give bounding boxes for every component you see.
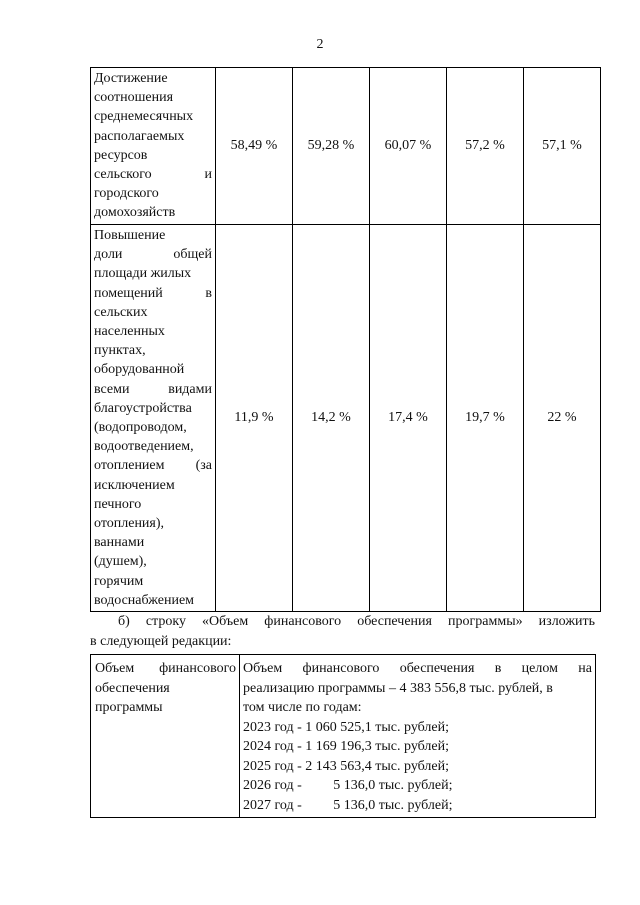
description-line: оборудованной xyxy=(94,362,185,378)
description-line: горячим xyxy=(94,573,144,589)
funding-year-line: 2025 год - 2 143 563,4 тыс. рублей; xyxy=(243,758,450,774)
description-line: водоснабжением xyxy=(94,592,195,608)
description-line: городского xyxy=(94,186,159,202)
body-word: на xyxy=(578,661,592,676)
funding-label-line xyxy=(95,659,236,679)
description-line: сельских xyxy=(94,304,148,320)
description-line: водоотведением, xyxy=(94,439,194,455)
description-line xyxy=(94,165,212,184)
description-line xyxy=(94,380,212,399)
funding-body-cell xyxy=(240,655,596,818)
description-line: площади жилых xyxy=(94,266,192,282)
funding-year-line: 2024 год - 1 169 196,3 тыс. рублей; xyxy=(243,739,450,754)
indicator-value: 59,28 % xyxy=(293,68,370,225)
body-word: в xyxy=(494,661,502,676)
funding-year-line: 2026 год - 5 136,0 тыс. рублей; xyxy=(243,778,453,793)
description-word: и xyxy=(204,167,212,183)
description-line: (душем), xyxy=(94,554,147,570)
funding-label-cell xyxy=(91,655,240,818)
amendment-paragraph xyxy=(90,612,595,651)
description-line: печного xyxy=(94,496,142,512)
description-line: соотношения xyxy=(94,90,174,106)
funding-year-line: 2027 год - 5 136,0 тыс. рублей; xyxy=(243,797,453,813)
funding-table xyxy=(90,654,596,818)
description-word: доли xyxy=(94,247,123,263)
table-row xyxy=(91,225,601,612)
indicator-value: 57,1 % xyxy=(524,68,601,225)
funding-body-line: том числе по годам: xyxy=(243,700,362,715)
description-line: отопления), xyxy=(94,516,165,532)
body-word: Объем xyxy=(243,661,283,676)
paragraph-line: в следующей редакции: xyxy=(90,633,232,649)
description-word: общей xyxy=(173,247,212,263)
funding-label-line: обеспечения xyxy=(95,680,170,696)
description-line: ресурсов xyxy=(94,147,148,163)
label-word: финансового xyxy=(159,661,236,676)
description-line xyxy=(94,284,212,303)
description-line: домохозяйств xyxy=(94,205,176,221)
indicator-value: 58,49 % xyxy=(216,68,293,225)
body-word: финансового xyxy=(302,661,380,676)
indicator-description xyxy=(91,225,216,612)
description-word: помещений xyxy=(94,285,163,301)
description-word: отоплением xyxy=(94,458,165,474)
description-word: в xyxy=(205,285,212,301)
description-line: Повышение xyxy=(94,228,166,243)
description-line: населенных xyxy=(94,324,165,340)
description-line xyxy=(94,245,212,264)
funding-year-line: 2023 год - 1 060 525,1 тыс. рублей; xyxy=(243,719,450,735)
description-word: (за xyxy=(195,458,212,474)
indicator-value: 19,7 % xyxy=(447,225,524,612)
description-line: (водопроводом, xyxy=(94,420,187,436)
funding-body-line: реализацию программы – 4 383 556,8 тыс. рублей, в xyxy=(243,680,553,696)
indicator-value: 57,2 % xyxy=(447,68,524,225)
indicator-value: 11,9 % xyxy=(216,225,293,612)
description-line xyxy=(94,456,212,475)
funding-body-line xyxy=(243,659,592,679)
paragraph-line: б) строку «Объем финансового обеспечения программы» изложить xyxy=(118,614,595,629)
indicator-value: 17,4 % xyxy=(370,225,447,612)
indicator-value: 60,07 % xyxy=(370,68,447,225)
description-line: исключением xyxy=(94,477,175,493)
body-word: обеспечения xyxy=(399,661,475,676)
description-word: видами xyxy=(168,381,212,397)
indicator-description xyxy=(91,68,216,225)
description-line: среднемесячных xyxy=(94,109,194,125)
description-line: Достижение xyxy=(94,71,168,86)
funding-label-line: программы xyxy=(95,700,163,715)
label-word: Объем xyxy=(95,661,135,676)
description-line: благоустройства xyxy=(94,400,192,416)
table-row xyxy=(91,68,601,225)
indicator-value: 22 % xyxy=(524,225,601,612)
description-line: располагаемых xyxy=(94,128,185,144)
indicator-value: 14,2 % xyxy=(293,225,370,612)
description-word: всеми xyxy=(94,381,130,397)
body-word: целом xyxy=(521,661,558,676)
description-line: ваннами xyxy=(94,535,145,551)
description-word: сельского xyxy=(94,167,152,183)
page-number: 2 xyxy=(316,37,324,52)
description-line: пунктах, xyxy=(94,343,146,359)
indicators-table xyxy=(90,67,601,612)
table-row xyxy=(91,655,596,818)
